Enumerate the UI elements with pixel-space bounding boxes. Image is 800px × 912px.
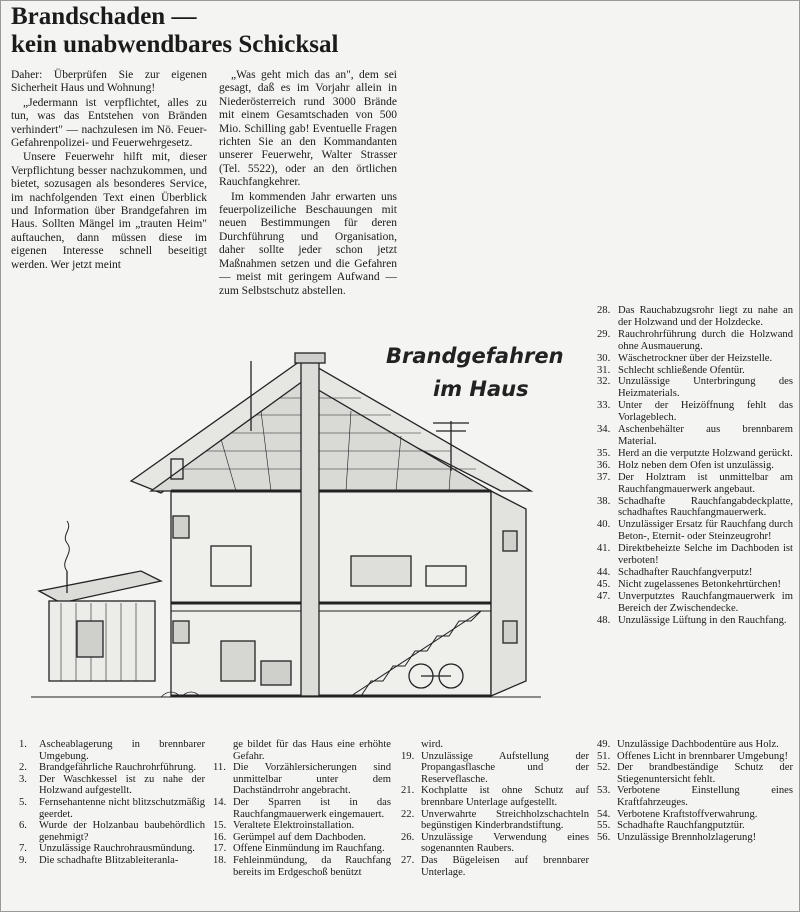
list-item-text: Unzulässige Dachbodentüre aus Holz. xyxy=(617,739,779,750)
list-item-text: Unzulässige Lüftung in den Rauchfang. xyxy=(618,614,787,626)
list-item-text: Schlecht schließende Ofentür. xyxy=(618,364,745,376)
list-item xyxy=(213,820,391,832)
list-item xyxy=(597,567,793,579)
list-item xyxy=(401,785,589,808)
list-item xyxy=(597,472,793,496)
list-item-number: 56. xyxy=(597,831,611,843)
list-item-number: 51. xyxy=(597,750,611,762)
list-item-number: 36. xyxy=(597,459,611,471)
list-item-text: Kochplatte ist ohne Schutz auf brennbare Unterlage aufgestellt. xyxy=(421,785,589,808)
list-item xyxy=(19,820,205,843)
list-item xyxy=(213,762,391,797)
list-item xyxy=(597,376,793,400)
list-item-text: Der Waschkessel ist zu nahe der Holzwand aufgestellt. xyxy=(39,773,205,797)
list-item-number: 40. xyxy=(597,519,611,531)
list-item-text: Herd an die verputzte Holzwand gerückt. xyxy=(618,447,793,459)
list-item-text: Das Bügeleisen auf brennbarer Unterlage. xyxy=(421,854,589,878)
list-item xyxy=(597,329,793,353)
list-item-number: 6. xyxy=(19,820,27,832)
list-item-text: Unzulässige Unterbringung des Heizmaterials. xyxy=(618,376,793,400)
list-item-number: 19. xyxy=(401,750,415,762)
article-paragraph: Unsere Feuerwehr hilft mit, dieser Verpflichtung besser nachzukommen, und bietet, sozusagen als besonderes Service, im nachfolgenden Text einen Überblick und Information über Brandgefahren im Haus. Sollten Mängel im „trauten Heim" auftauchen, dann müssen diese im eigenen Interesse schnell beseitigt werden. Wer jetzt meint xyxy=(11,151,207,271)
list-item xyxy=(597,762,793,785)
list-item xyxy=(597,400,793,424)
illustration-title-line-1: Brandgefahren xyxy=(386,344,564,368)
list-item xyxy=(597,591,793,615)
list-item xyxy=(597,424,793,448)
list-item-number: 52. xyxy=(597,762,611,774)
list-item-number: 7. xyxy=(19,843,27,855)
list-item xyxy=(213,832,391,844)
list-item-text: Verbotene Kraftstoffverwahrung. xyxy=(617,808,758,820)
list-item-text: Fernsehantenne nicht blitzschutzmäßig geerdet. xyxy=(39,796,205,820)
list-item-number: 37. xyxy=(597,471,611,483)
hazard-list-bottom-4 xyxy=(597,739,793,843)
list-item-number: 18. xyxy=(213,854,227,866)
list-item-text: Unverwahrte Streichholzschachteln begünstigen Kinderbrandstiftung. xyxy=(421,808,589,832)
hazard-list-bottom-1 xyxy=(19,739,205,867)
list-item xyxy=(597,365,793,377)
list-item-number: 53. xyxy=(597,785,611,797)
shed-drawing xyxy=(39,521,161,681)
list-item xyxy=(19,762,205,774)
list-item-text: Rauchrohrführung durch die Holzwand ohne Ausmauerung. xyxy=(618,328,793,352)
list-item-text: Schadhafte Rauchfangabdeckplatte, schadhaftes Rauchfangmauerwerk. xyxy=(618,495,793,519)
list-item xyxy=(213,843,391,855)
list-item xyxy=(597,519,793,543)
list-item-continuation xyxy=(213,739,391,762)
article-paragraph: Im kommenden Jahr erwarten uns feuerpolizeiliche Beschauungen mit neuen Bestimmungen für deren Durchführung und Organisation, daher sollte jeder schon jetzt Maßnahmen setzen und die Gefahren — meist mit geringem Aufwand — zum Selbstschutz abstellen. xyxy=(219,190,397,297)
list-item-text: Verbotene Einstellung eines Kraftfahrzeuges. xyxy=(617,785,793,808)
list-item-text: Aschenbehälter aus brennbarem Material. xyxy=(618,424,793,447)
list-item-number: 33. xyxy=(597,400,611,412)
list-item-text: Offenes Licht in brennbarer Umgebung! xyxy=(617,750,789,762)
list-item-text: wird. xyxy=(421,739,444,750)
hazard-list-bottom-3 xyxy=(401,739,589,878)
list-item-text: Ascheablagerung in brennbarer Umgebung. xyxy=(39,739,205,762)
list-item-text: Die schadhafte Blitzableiteranla- xyxy=(39,854,179,866)
list-item xyxy=(597,751,793,763)
list-item-number: 35. xyxy=(597,447,611,459)
list-item-text: Unzulässige Brennholzlagerung! xyxy=(617,831,757,843)
list-item-text: Veraltete Elektroinstallation. xyxy=(233,820,355,832)
list-item xyxy=(597,615,793,627)
list-item-text: Wäschetrockner über der Heizstelle. xyxy=(618,352,773,364)
list-item-continuation xyxy=(401,739,589,751)
list-item-number: 26. xyxy=(401,831,415,843)
headline xyxy=(11,3,531,59)
list-item-number: 38. xyxy=(597,495,611,507)
list-item-number: 31. xyxy=(597,364,611,376)
list-item xyxy=(597,305,793,329)
list-item xyxy=(597,739,793,751)
article-column-1 xyxy=(11,69,207,273)
headline-line-1: Brandschaden — xyxy=(11,3,197,30)
list-item xyxy=(597,820,793,832)
list-item xyxy=(19,739,205,762)
hazard-list-right xyxy=(597,305,793,626)
list-item-text: Schadhafter Rauchfangverputz! xyxy=(618,566,753,578)
list-item-number: 15. xyxy=(213,820,227,832)
list-item-text: Der Sparren ist in das Rauchfangmauerwerk eingemauert. xyxy=(233,796,391,820)
list-item-number: 9. xyxy=(19,854,27,866)
list-item-text: ge bildet für das Haus eine erhöhte Gefahr. xyxy=(233,739,391,762)
list-item-text: Brandgefährliche Rauchrohrführung. xyxy=(39,762,197,774)
illustration-title-line-2: im Haus xyxy=(433,377,529,401)
list-item-text: Unverputztes Rauchfangmauerwerk im Bereich der Zwischendecke. xyxy=(618,590,793,614)
list-item-number: 28. xyxy=(597,305,611,316)
main-house-drawing xyxy=(131,353,531,696)
list-item-number: 17. xyxy=(213,843,227,855)
list-item-number: 48. xyxy=(597,614,611,626)
list-item-text: Unzulässiger Ersatz für Rauchfang durch Beton-, Eternit- oder Steinzeugrohr! xyxy=(618,519,793,543)
list-item-number: 11. xyxy=(213,762,226,774)
list-item xyxy=(19,774,205,797)
list-item-number: 45. xyxy=(597,578,611,590)
list-item-text: Der Holztram ist unmittelbar am Rauchfangmauerwerk angebaut. xyxy=(618,471,793,495)
list-item-number: 22. xyxy=(401,808,415,820)
list-item xyxy=(19,797,205,820)
list-item-number: 44. xyxy=(597,566,611,578)
list-item-number: 2. xyxy=(19,762,27,774)
list-item xyxy=(19,855,205,867)
list-item-number: 16. xyxy=(213,831,227,843)
list-item xyxy=(597,785,793,808)
list-item-text: Wurde der Holzanbau baubehördlich genehmigt? xyxy=(39,820,205,843)
list-item-text: Unzulässige Rauchrohrausmündung. xyxy=(39,843,195,855)
list-item-number: 41. xyxy=(597,543,611,555)
list-item xyxy=(401,809,589,832)
list-item-number: 21. xyxy=(401,785,415,797)
list-item-text: Direktbeheizte Selche im Dachboden ist verboten! xyxy=(618,543,793,567)
list-item-text: Nicht zugelassenes Betonkehrtürchen! xyxy=(618,578,781,590)
headline-line-2: kein unabwendbares Schicksal xyxy=(11,31,339,58)
list-item xyxy=(213,797,391,820)
list-item xyxy=(597,353,793,365)
list-item xyxy=(401,832,589,855)
list-item xyxy=(19,843,205,855)
list-item-text: Schadhafte Rauchfangputztür. xyxy=(617,820,745,832)
list-item-number: 14. xyxy=(213,796,227,808)
list-item-text: Fehleinmündung, da Rauchfang bereits im Erdgeschoß benützt xyxy=(233,854,391,878)
list-item xyxy=(597,832,793,844)
list-item-number: 1. xyxy=(19,739,27,750)
list-item xyxy=(401,855,589,878)
list-item-text: Unzulässige Aufstellung der Propangasflasche und der Reserveflasche. xyxy=(421,750,589,785)
list-item-text: Gerümpel auf dem Dachboden. xyxy=(233,831,366,843)
list-item xyxy=(597,809,793,821)
list-item-text: Offene Einmündung im Rauchfang. xyxy=(233,843,385,855)
list-item-number: 3. xyxy=(19,773,27,785)
article-paragraph: „Jedermann ist verpflichtet, alles zu tun, was das Entstehen von Bränden verhindert" — nachzulesen im Nö. Feuer-Gefahrenpolizei- und Feuerwehrgesetz. xyxy=(11,96,207,150)
list-item-number: 49. xyxy=(597,739,611,750)
list-item-number: 34. xyxy=(597,424,611,436)
list-item xyxy=(597,543,793,567)
list-item-text: Die Vorzählersicherungen sind unmittelbar unter dem Dachständrrohr angebracht. xyxy=(233,762,391,797)
list-item-number: 30. xyxy=(597,352,611,364)
article-paragraph: Daher: Überprüfen Sie zur eigenen Sicherheit Haus und Wohnung! xyxy=(11,69,207,95)
list-item xyxy=(597,579,793,591)
list-item-number: 27. xyxy=(401,854,415,866)
list-item xyxy=(597,448,793,460)
list-item xyxy=(597,496,793,520)
list-item-text: Unzulässige Verwendung eines sogenannten Raubers. xyxy=(421,831,589,855)
hazard-list-bottom-2 xyxy=(213,739,391,878)
list-item-text: Unter der Heizöffnung fehlt das Vorlageblech. xyxy=(618,400,793,424)
article-paragraph: „Was geht mich das an", dem sei gesagt, daß es im Vorjahr allein in Niederösterreich rund 3000 Brände mit einem Gesamtschaden von 500 Mio. Schilling gab! Eventuelle Fragen richten Sie an den Kommandanten unserer Feuerwehr, Walter Strasser (Tel. 5522), oder an den örtlichen Rauchfangkehrer. xyxy=(219,69,397,189)
article-column-2 xyxy=(219,69,397,299)
list-item-number: 47. xyxy=(597,590,611,602)
list-item-text: Das Rauchabzugsrohr liegt zu nahe an der Holzwand und der Holzdecke. xyxy=(618,305,793,328)
list-item-text: Der brandbeständige Schutz der Stiegenuntersicht fehlt. xyxy=(617,762,793,785)
list-item-number: 32. xyxy=(597,376,611,388)
list-item-text: Holz neben dem Ofen ist unzulässig. xyxy=(618,459,774,471)
list-item-number: 55. xyxy=(597,820,611,832)
list-item-number: 54. xyxy=(597,808,611,820)
list-item-number: 29. xyxy=(597,328,611,340)
list-item xyxy=(401,751,589,786)
list-item-number: 5. xyxy=(19,796,27,808)
list-item xyxy=(597,460,793,472)
list-item xyxy=(213,855,391,878)
